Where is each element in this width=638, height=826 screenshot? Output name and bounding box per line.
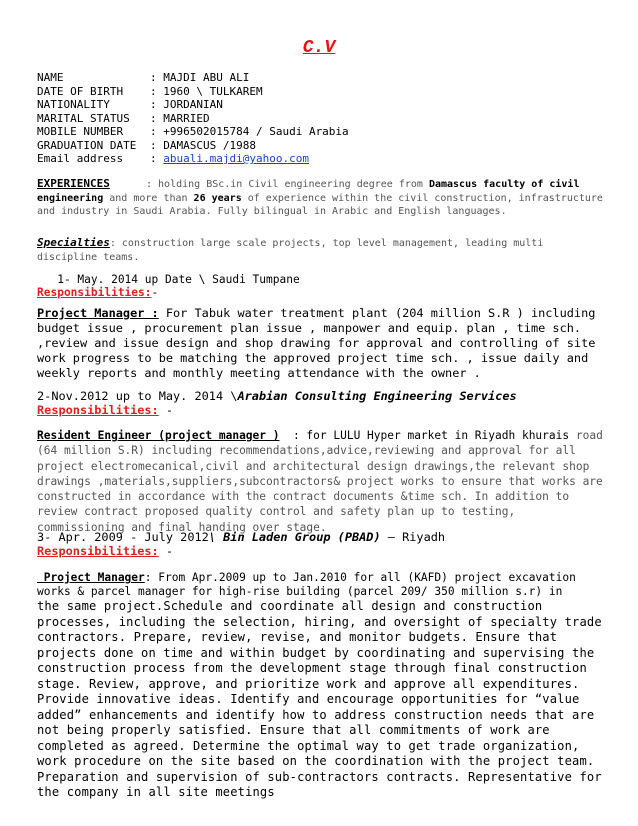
job3-description: the same project.Schedule and coordinate all design and construction processes, including the selection, hiring, and oversight of specialty trade contractors. Prepare, review, revise, and monitor budgets. Ensure that projects done on time and within budget by coordinating and supervising the construction process from the development stage through final construction stage. Review, approve, and prioritize work and approve all expenditures. Provide innovative ideas. Identify and encourage opportunities for “value added” enhancements and identify how to address construction needs that are not being properly satisfied. Ensure that all commitments of work are completed as agreed. Determine the optimal way to get trade organization, work procedure on the site based on the coordination with the project team. Preparation and supervision of sub-contractors contracts. Representative for the company in all site meetings bbox=[37, 599, 602, 799]
job1-role: Project Manager : bbox=[37, 306, 159, 320]
job3-header: 3- Apr. 2009 - July 2012\ Bin Laden Group (PBAD) – Riyadh bbox=[37, 530, 446, 544]
personal-info bbox=[37, 71, 349, 166]
info-row-email: Email address : abuali.majdi@yahoo.com bbox=[37, 152, 309, 165]
info-row-dob: DATE OF BIRTH : 1960 \ TULKAREM bbox=[37, 84, 263, 98]
specialties-heading: Specialties bbox=[37, 236, 110, 249]
job3-description-first: Project Manager: From Apr.2009 up to Jan.2010 for all (KAFD) project excavation works & parcel manager for high-rise building (parcel 209/ 350 million s.r) in bbox=[37, 571, 576, 599]
job1-header: 1- May. 2014 up Date \ Saudi Tumpane bbox=[37, 273, 300, 286]
info-row-graduation: GRADUATION DATE : DAMASCUS /1988 bbox=[37, 138, 256, 152]
job3-responsibilities: Responsibilities: - bbox=[37, 544, 174, 558]
job2-responsibilities: Responsibilities: - bbox=[37, 403, 174, 417]
info-row-nationality: NATIONALITY : JORDANIAN bbox=[37, 98, 223, 111]
job2-role: Resident Engineer (project manager ) bbox=[37, 429, 280, 442]
job2-description: Resident Engineer (project manager ) : for LULU Hyper market in Riyadh khurais road (64 million S.R) including recommendations,advice,reviewing and approval for all project electromecanical,civil and architectural design drawings,the relevant shop drawings ,materials,suppliers,subcontractors& project works to ensure that works are constructed in accordance with the contract documents &time sch. In addition to review contract proposed quality control and safety plan up to testing, commissioning and final handing over stage. bbox=[37, 429, 603, 534]
email-link[interactable]: abuali.majdi@yahoo.com bbox=[163, 152, 309, 165]
experiences-section: EXPERIENCES : holding BSc.in Civil engineering degree from Damascus faculty of civil engineering and more than 26 years of experience within the civil construction, infrastructure and industry in Saudi Arabia. Fully bilingual in Arabic and English languages. bbox=[37, 177, 603, 218]
specialties-section: Specialties: construction large scale projects, top level management, leading multi discipline teams. bbox=[37, 236, 544, 263]
experiences-heading: EXPERIENCES bbox=[37, 177, 110, 190]
document-title: C.V bbox=[302, 38, 336, 58]
job2-header: 2-Nov.2012 up to May. 2014 \Arabian Consulting Engineering Services bbox=[37, 389, 517, 403]
job1-responsibilities: Responsibilities:- bbox=[37, 286, 159, 299]
job3-role: Project Manager bbox=[37, 571, 145, 584]
info-row-name: NAME : MAJDI ABU ALI bbox=[37, 71, 250, 84]
job1-description: Project Manager : For Tabuk water treatment plant (204 million S.R ) including budget issue , procurement plan issue , manpower and equip. plan , time sch. ,review and issue design and shop drawing for approval and controlling of site work progress to be matching the approved project time sch. , issue daily and weekly reports and monthly meeting attendance with the owner . bbox=[37, 306, 596, 380]
info-row-mobile: MOBILE NUMBER : +996502015784 / Saudi Arabia bbox=[37, 125, 349, 138]
info-row-marital: MARITAL STATUS : MARRIED bbox=[37, 111, 210, 125]
